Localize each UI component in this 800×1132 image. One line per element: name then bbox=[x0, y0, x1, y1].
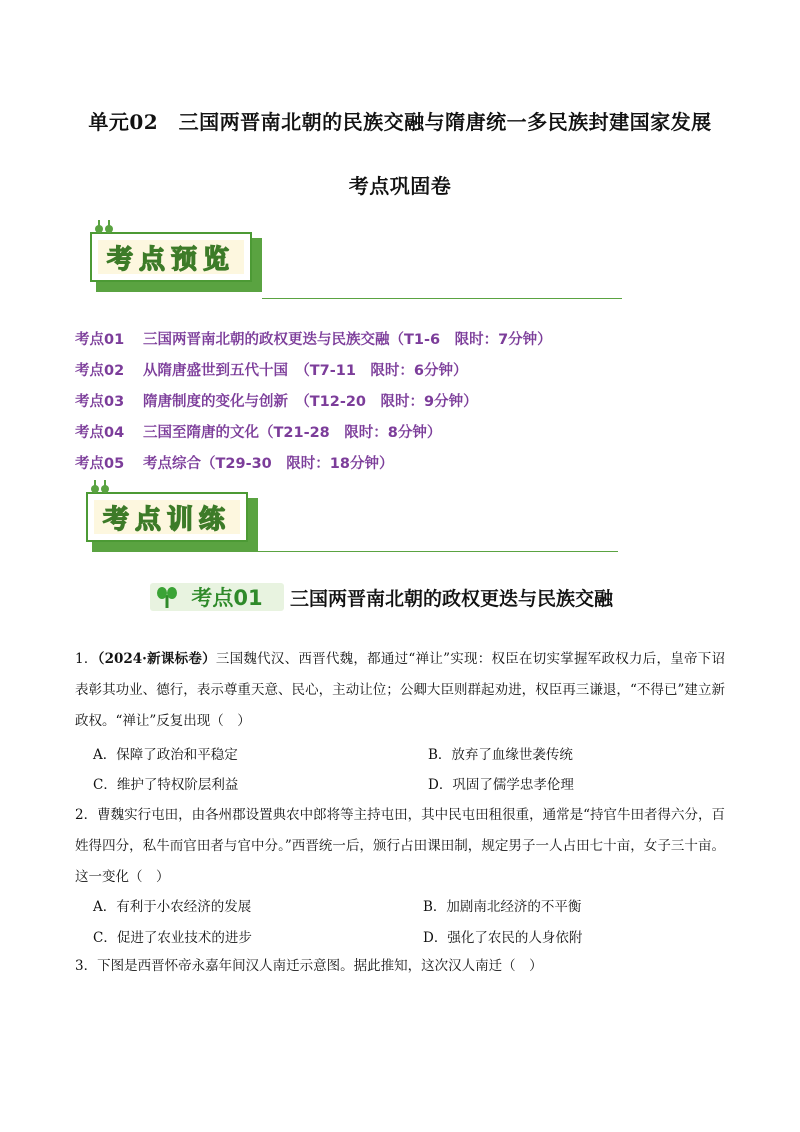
training-divider bbox=[258, 551, 618, 552]
toc-item-4: 考点04 三国至隋唐的文化（T21-28 限时：8分钟） bbox=[75, 425, 442, 441]
section-header bbox=[150, 580, 613, 614]
training-banner bbox=[86, 492, 256, 550]
question-1: 1．（2024·新课标卷）三国魏代汉、西晋代魏，都通过“禅让”实现：权臣在切实掌握军政权力后，皇帝下诏表彰其功业、德行，表示尊重天意、民心，主动让位；公卿大臣则群起劝进，权臣再三谦退，“不得已”建立新政权。“禅让”反复出现（ ） bbox=[75, 651, 725, 729]
option-2a: A．有利于小农经济的发展 bbox=[93, 899, 252, 915]
toc-item-1: 考点01 三国两晋南北朝的政权更迭与民族交融（T1-6 限时：7分钟） bbox=[75, 332, 552, 348]
preview-banner bbox=[90, 232, 260, 290]
sprout-icon bbox=[156, 585, 178, 609]
leaf-icon bbox=[94, 220, 116, 236]
section-badge-label: 考点01 bbox=[191, 586, 263, 610]
option-1c: C．维护了特权阶层利益 bbox=[93, 777, 239, 793]
section-heading: 三国两晋南北朝的政权更迭与民族交融 bbox=[290, 587, 614, 610]
option-1b: B．放弃了血缘世袭传统 bbox=[428, 747, 573, 763]
question-source: （2024·新课标卷） bbox=[97, 651, 216, 667]
toc-item-2: 考点02 从隋唐盛世到五代十国 （T7-11 限时：6分钟） bbox=[75, 363, 468, 379]
document-title: 单元02 三国两晋南北朝的民族交融与隋唐统一多民族封建国家发展 bbox=[88, 110, 712, 134]
document-subtitle: 考点巩固卷 bbox=[348, 174, 452, 198]
preview-banner-label: 考点预览 bbox=[106, 244, 235, 275]
training-banner-label: 考点训练 bbox=[102, 504, 231, 535]
leaf-icon bbox=[90, 480, 112, 496]
question-2: 2．曹魏实行屯田，由各州郡设置典农中郎将等主持屯田，其中民屯田租很重，通常是“持官牛田者得六分，百姓得四分，私牛而官田者与官中分。”西晋统一后，颁行占田课田制，规定男子一人占田七十亩，女子三十亩。这一变化（ ） bbox=[75, 807, 725, 885]
option-2c: C．促进了农业技术的进步 bbox=[93, 930, 252, 946]
preview-divider bbox=[262, 298, 622, 299]
option-2d: D．强化了农民的人身依附 bbox=[423, 930, 583, 946]
option-1d: D．巩固了儒学忠孝伦理 bbox=[428, 777, 574, 793]
question-3: 3．下图是西晋怀帝永嘉年间汉人南迁示意图。据此推知，这次汉人南迁（ ） bbox=[75, 958, 543, 974]
toc-item-3: 考点03 隋唐制度的变化与创新 （T12-20 限时：9分钟） bbox=[75, 394, 478, 410]
option-1a: A．保障了政治和平稳定 bbox=[93, 747, 238, 763]
option-2b: B．加剧南北经济的不平衡 bbox=[423, 899, 582, 915]
section-badge bbox=[150, 583, 284, 611]
toc-item-5: 考点05 考点综合（T29-30 限时：18分钟） bbox=[75, 456, 394, 472]
